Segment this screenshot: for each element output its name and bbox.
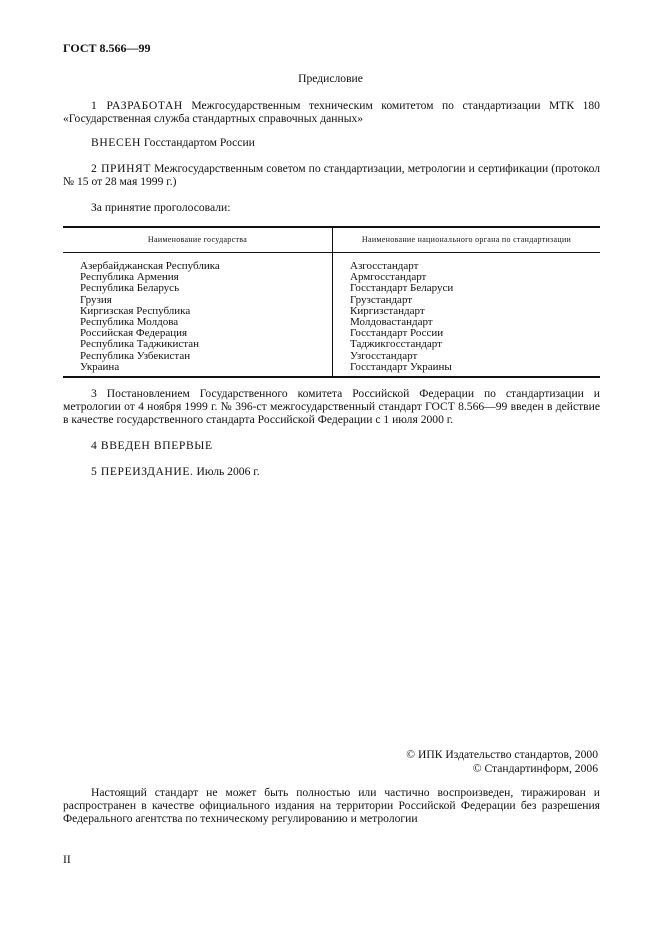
voting-table <box>63 226 600 378</box>
table-header-body: Наименование национального органа по стандартизации <box>333 227 601 253</box>
table-header-state: Наименование государства <box>63 227 333 253</box>
paragraph-resolution-text: 3 Постановлением Государственного комитета Российской Федерации по стандартизации и метрологии от 4 ноября 1999 г. № 396-ст межгосударственный стандарт ГОСТ 8.566—99 введен в действие в качестве государственного стандарта Российской Федерации с 1 июля 2000 г. <box>63 387 600 426</box>
state-list <box>63 253 333 378</box>
legal-notice <box>63 786 600 825</box>
body-item: Молдовастандарт <box>350 316 433 329</box>
paragraph-voted-text: За принятие проголосовали: <box>91 201 231 214</box>
paragraph-developed <box>63 99 600 125</box>
paragraph-voted <box>63 201 600 214</box>
paragraph-introduced-lead: ВНЕСЕН <box>91 136 141 149</box>
copyright-block <box>406 748 598 776</box>
body-item: Узгосстандарт <box>350 349 418 362</box>
paragraph-reissue <box>63 465 600 478</box>
body-item: Госстандарт Беларуси <box>350 282 454 295</box>
state-item: Киргизская Республика <box>80 304 191 317</box>
paragraph-first-introduced-text: 4 ВВЕДЕН ВПЕРВЫЕ <box>91 439 213 452</box>
body-item: Киргизстандарт <box>350 304 425 317</box>
paragraph-reissue-text: Июль 2006 г. <box>193 465 260 478</box>
document-code: ГОСТ 8.566—99 <box>63 41 151 55</box>
paragraph-adopted <box>63 162 600 188</box>
paragraph-reissue-lead: 5 ПЕРЕИЗДАНИЕ. <box>91 465 194 478</box>
state-item: Республика Таджикистан <box>80 338 199 351</box>
paragraph-adopted-lead: 2 ПРИНЯТ <box>91 162 152 175</box>
body-item: Таджикгосстандарт <box>350 338 442 351</box>
body-list <box>333 253 601 378</box>
page-number: II <box>63 853 71 866</box>
body-item: Азгосстандарт <box>350 260 419 272</box>
state-item: Грузия <box>80 293 112 306</box>
paragraph-introduced-text: Госстандартом России <box>140 136 255 149</box>
legal-notice-text: Настоящий стандарт не может быть полностью или частично воспроизведен, тиражирован и распространен в качестве официального издания на территории Российской Федерации без разрешения Федерального агентства по техническому регулированию и метрологии <box>63 786 600 825</box>
body-item: Грузстандарт <box>350 293 413 306</box>
paragraph-developed-lead: 1 РАЗРАБОТАН <box>91 99 183 112</box>
copyright-line: © ИПК Издательство стандартов, 2000 <box>406 748 598 761</box>
copyright-line: © Стандартинформ, 2006 <box>472 762 598 775</box>
section-title: Предисловие <box>298 72 363 85</box>
body-item: Госстандарт Украины <box>350 360 452 373</box>
paragraph-adopted-text: Межгосударственным советом по стандартизации, метрологии и сертификации (протокол № 15 от 28 мая 1999 г.) <box>63 162 600 188</box>
paragraph-developed-text: Межгосударственным техническим комитетом по стандартизации МТК 180 «Государственная служба стандартных справочных данных» <box>63 99 600 125</box>
body-item: Госстандарт России <box>350 327 444 340</box>
state-item: Республика Узбекистан <box>80 349 191 362</box>
state-item: Республика Беларусь <box>80 282 180 295</box>
state-item: Российская Федерация <box>80 327 188 340</box>
state-item: Республика Армения <box>80 271 179 284</box>
paragraph-introduced <box>63 136 600 149</box>
state-item: Республика Молдова <box>80 316 179 329</box>
table-row <box>63 253 600 378</box>
body-item: Армгосстандарт <box>350 271 427 284</box>
state-item: Украина <box>80 360 120 373</box>
paragraph-first-introduced <box>63 439 600 452</box>
paragraph-resolution <box>63 387 600 426</box>
state-item: Азербайджанская Республика <box>80 260 220 272</box>
